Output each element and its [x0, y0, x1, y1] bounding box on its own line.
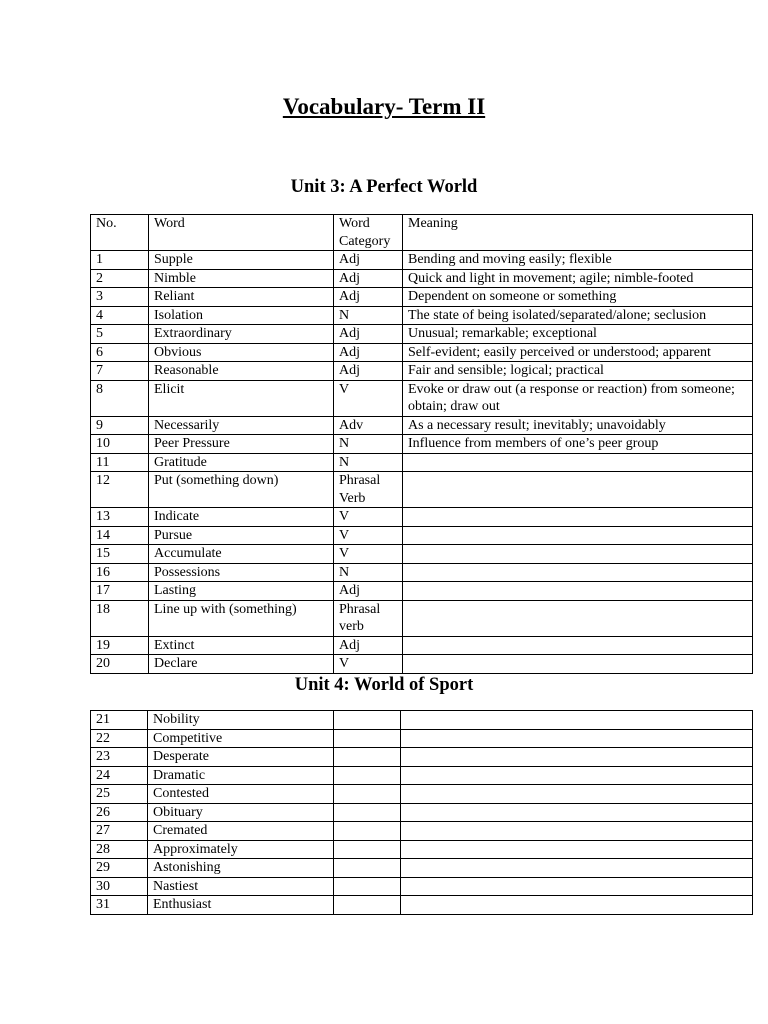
cell-no: 25	[91, 785, 148, 804]
cell-meaning	[401, 748, 753, 767]
cell-no: 12	[91, 472, 149, 508]
cell-word: Competitive	[148, 729, 334, 748]
cell-meaning	[401, 859, 753, 878]
cell-meaning	[403, 600, 753, 636]
table-row	[91, 822, 753, 841]
cell-meaning	[401, 803, 753, 822]
cell-category	[334, 748, 401, 767]
cell-meaning: Dependent on someone or something	[403, 288, 753, 307]
cell-category: Adj	[334, 636, 403, 655]
header-word: Word	[149, 215, 334, 251]
cell-category: N	[334, 563, 403, 582]
table-row	[91, 526, 753, 545]
cell-no: 19	[91, 636, 149, 655]
table-row	[91, 766, 753, 785]
cell-word: Lasting	[149, 582, 334, 601]
cell-no: 30	[91, 877, 148, 896]
cell-word: Reasonable	[149, 362, 334, 381]
cell-no: 9	[91, 416, 149, 435]
cell-meaning: Evoke or draw out (a response or reaction) from someone; obtain; draw out	[403, 380, 753, 416]
cell-no: 24	[91, 766, 148, 785]
table-row	[91, 859, 753, 878]
table-row	[91, 711, 753, 730]
cell-category	[334, 840, 401, 859]
cell-word: Put (something down)	[149, 472, 334, 508]
table-row	[91, 508, 753, 527]
cell-meaning	[403, 508, 753, 527]
unit3-title: Unit 3: A Perfect World	[290, 177, 478, 197]
table-row	[91, 803, 753, 822]
cell-no: 29	[91, 859, 148, 878]
cell-category: Adj	[334, 362, 403, 381]
cell-category: Adj	[334, 343, 403, 362]
table-row	[91, 472, 753, 508]
cell-word: Possessions	[149, 563, 334, 582]
table-row	[91, 416, 753, 435]
table-row	[91, 453, 753, 472]
cell-no: 13	[91, 508, 149, 527]
cell-word: Desperate	[148, 748, 334, 767]
table-header-row	[91, 215, 753, 251]
cell-category: Adj	[334, 269, 403, 288]
cell-word: Extinct	[149, 636, 334, 655]
cell-no: 22	[91, 729, 148, 748]
cell-no: 23	[91, 748, 148, 767]
table-row	[91, 362, 753, 381]
cell-category: Phrasal Verb	[334, 472, 403, 508]
table-row	[91, 600, 753, 636]
cell-category	[334, 822, 401, 841]
table-row	[91, 582, 753, 601]
cell-meaning	[401, 896, 753, 915]
table-row	[91, 380, 753, 416]
cell-meaning	[403, 582, 753, 601]
table-row	[91, 636, 753, 655]
cell-word: Astonishing	[148, 859, 334, 878]
cell-category: N	[334, 453, 403, 472]
table-row	[91, 877, 753, 896]
cell-no: 1	[91, 251, 149, 270]
cell-category: Phrasal verb	[334, 600, 403, 636]
cell-meaning: Self-evident; easily perceived or understood; apparent	[403, 343, 753, 362]
cell-category: Adv	[334, 416, 403, 435]
cell-word: Pursue	[149, 526, 334, 545]
cell-meaning	[401, 711, 753, 730]
cell-meaning	[401, 822, 753, 841]
cell-word: Indicate	[149, 508, 334, 527]
cell-category	[334, 896, 401, 915]
cell-word: Obvious	[149, 343, 334, 362]
unit4-vocabulary-table	[90, 710, 753, 915]
cell-word: Elicit	[149, 380, 334, 416]
cell-category: Adj	[334, 288, 403, 307]
cell-meaning: Fair and sensible; logical; practical	[403, 362, 753, 381]
cell-word: Extraordinary	[149, 325, 334, 344]
cell-category	[334, 785, 401, 804]
cell-category: Adj	[334, 251, 403, 270]
cell-category	[334, 859, 401, 878]
table-row	[91, 251, 753, 270]
cell-meaning	[403, 636, 753, 655]
cell-category: Adj	[334, 582, 403, 601]
cell-no: 16	[91, 563, 149, 582]
cell-category: N	[334, 435, 403, 454]
table-row	[91, 896, 753, 915]
cell-meaning	[401, 729, 753, 748]
cell-no: 28	[91, 840, 148, 859]
cell-meaning	[403, 472, 753, 508]
cell-word: Supple	[149, 251, 334, 270]
cell-word: Necessarily	[149, 416, 334, 435]
cell-meaning: Unusual; remarkable; exceptional	[403, 325, 753, 344]
cell-meaning	[401, 840, 753, 859]
cell-word: Isolation	[149, 306, 334, 325]
cell-word: Obituary	[148, 803, 334, 822]
cell-no: 10	[91, 435, 149, 454]
cell-word: Nobility	[148, 711, 334, 730]
cell-word: Line up with (something)	[149, 600, 334, 636]
cell-no: 31	[91, 896, 148, 915]
cell-meaning: As a necessary result; inevitably; unavoidably	[403, 416, 753, 435]
cell-no: 26	[91, 803, 148, 822]
cell-word: Declare	[149, 655, 334, 674]
cell-category: Adj	[334, 325, 403, 344]
cell-category: V	[334, 545, 403, 564]
cell-word: Dramatic	[148, 766, 334, 785]
table-row	[91, 748, 753, 767]
cell-no: 8	[91, 380, 149, 416]
cell-word: Reliant	[149, 288, 334, 307]
cell-word: Peer Pressure	[149, 435, 334, 454]
cell-category: N	[334, 306, 403, 325]
cell-word: Cremated	[148, 822, 334, 841]
cell-no: 11	[91, 453, 149, 472]
header-word-category: Word Category	[334, 215, 403, 251]
cell-word: Approximately	[148, 840, 334, 859]
cell-category	[334, 803, 401, 822]
cell-no: 17	[91, 582, 149, 601]
table-row	[91, 655, 753, 674]
cell-word: Nimble	[149, 269, 334, 288]
cell-no: 6	[91, 343, 149, 362]
table-row	[91, 785, 753, 804]
cell-category: V	[334, 655, 403, 674]
cell-meaning	[403, 526, 753, 545]
unit3-vocabulary-table	[90, 214, 753, 674]
cell-meaning: The state of being isolated/separated/alone; seclusion	[403, 306, 753, 325]
table-row	[91, 729, 753, 748]
table-row	[91, 545, 753, 564]
cell-meaning	[401, 877, 753, 896]
cell-no: 27	[91, 822, 148, 841]
cell-meaning	[403, 453, 753, 472]
cell-no: 21	[91, 711, 148, 730]
table-row	[91, 269, 753, 288]
page-title: Vocabulary- Term II	[282, 94, 486, 119]
cell-word: Gratitude	[149, 453, 334, 472]
header-meaning: Meaning	[403, 215, 753, 251]
cell-no: 3	[91, 288, 149, 307]
unit4-title: Unit 4: World of Sport	[294, 675, 474, 695]
cell-no: 5	[91, 325, 149, 344]
table-row	[91, 435, 753, 454]
cell-meaning	[403, 563, 753, 582]
table-row	[91, 563, 753, 582]
cell-word: Enthusiast	[148, 896, 334, 915]
cell-category	[334, 729, 401, 748]
table-row	[91, 288, 753, 307]
table-row	[91, 306, 753, 325]
header-no: No.	[91, 215, 149, 251]
table-row	[91, 343, 753, 362]
cell-meaning	[401, 785, 753, 804]
cell-category	[334, 766, 401, 785]
cell-word: Nastiest	[148, 877, 334, 896]
cell-category: V	[334, 526, 403, 545]
cell-meaning: Quick and light in movement; agile; nimble-footed	[403, 269, 753, 288]
cell-no: 2	[91, 269, 149, 288]
cell-no: 20	[91, 655, 149, 674]
cell-category: V	[334, 380, 403, 416]
cell-meaning	[403, 655, 753, 674]
cell-no: 7	[91, 362, 149, 381]
cell-meaning	[401, 766, 753, 785]
cell-word: Contested	[148, 785, 334, 804]
cell-meaning: Bending and moving easily; flexible	[403, 251, 753, 270]
cell-no: 4	[91, 306, 149, 325]
cell-no: 18	[91, 600, 149, 636]
cell-meaning	[403, 545, 753, 564]
cell-word: Accumulate	[149, 545, 334, 564]
table-row	[91, 840, 753, 859]
cell-category	[334, 711, 401, 730]
cell-category	[334, 877, 401, 896]
cell-meaning: Influence from members of one’s peer group	[403, 435, 753, 454]
cell-no: 14	[91, 526, 149, 545]
table-row	[91, 325, 753, 344]
cell-no: 15	[91, 545, 149, 564]
cell-category: V	[334, 508, 403, 527]
